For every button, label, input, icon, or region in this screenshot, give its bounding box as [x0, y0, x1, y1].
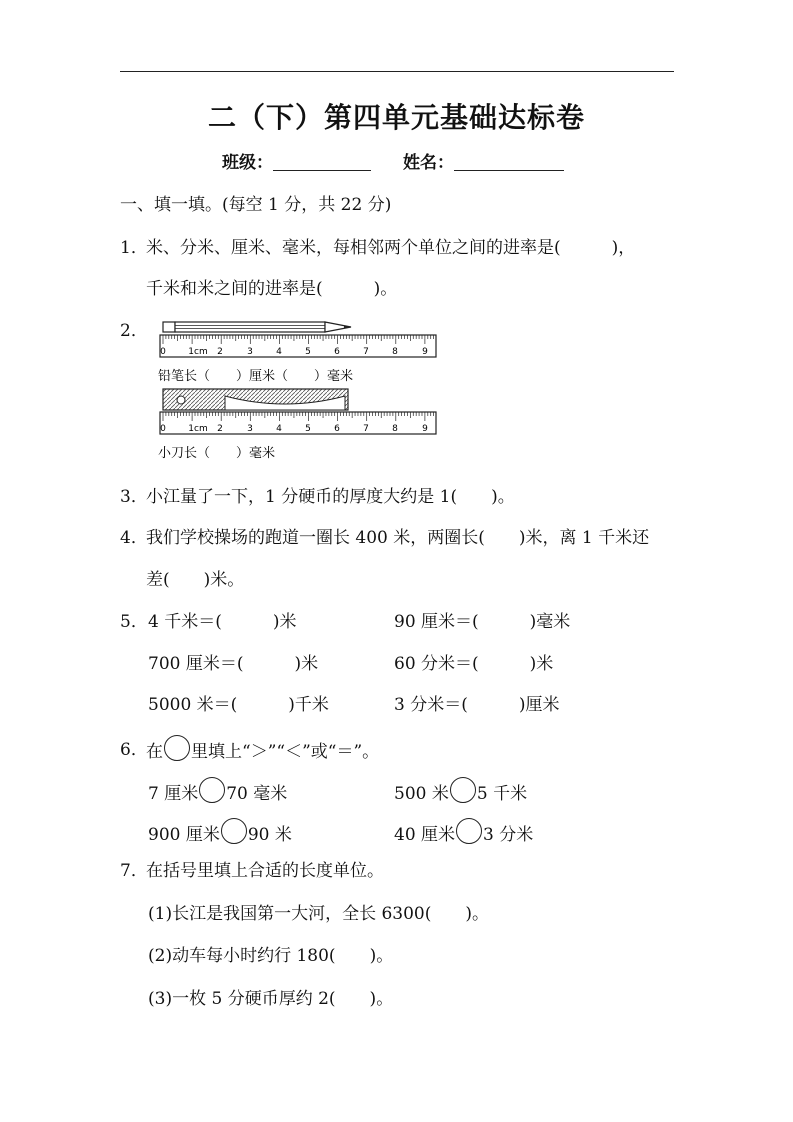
q5-item-4: 60 分米＝( )米: [394, 654, 554, 674]
ruler2-label-7: 7: [363, 424, 369, 434]
answer-circle-2[interactable]: [450, 777, 476, 803]
name-field: [403, 148, 564, 173]
q6-prefix: 在: [146, 742, 163, 762]
pencil-caption: 铅笔长（ ）厘米（ ）毫米: [158, 369, 354, 384]
ruler2-label-4: 4: [276, 424, 282, 434]
ruler1-label-5: 5: [305, 347, 311, 357]
ruler-2: [160, 412, 436, 434]
q7-item-2: (2)动车每小时约行 180( )。: [148, 946, 394, 966]
q6-item-3: [148, 818, 292, 845]
section-heading: 一、填一填。(每空 1 分，共 22 分): [120, 195, 392, 215]
ruler1-label-2: 2: [217, 347, 223, 357]
q4-number: 4．: [120, 528, 148, 548]
q7-item-1: (1)长江是我国第一大河，全长 6300( )。: [148, 904, 490, 924]
ruler1-label-9: 9: [422, 347, 428, 357]
q6-instruction: [146, 735, 379, 762]
q6-item-4: [394, 818, 533, 845]
q5-item-3: 700 厘米＝( )米: [148, 654, 319, 674]
q5-item-5: 5000 米＝( )千米: [148, 695, 329, 715]
q6-item-4-left: 40 厘米: [394, 825, 456, 845]
ruler1-label-3: 3: [247, 347, 253, 357]
q6-item-1: [148, 777, 287, 804]
q6-item-2: [394, 777, 527, 804]
page-title: 二（下）第四单元基础达标卷: [207, 101, 585, 134]
q6-item-1-left: 7 厘米: [148, 784, 199, 804]
ruler1-label-1: 1cm: [188, 347, 208, 357]
q7-text: 在括号里填上合适的长度单位。: [146, 861, 384, 881]
q6-suffix: 里填上“＞”“＜”或“＝”。: [191, 742, 380, 762]
ruler2-label-8: 8: [392, 424, 398, 434]
q6-item-2-left: 500 米: [394, 784, 449, 804]
ruler2-label-5: 5: [305, 424, 311, 434]
q2-number: 2．: [120, 321, 148, 341]
q6-item-3-left: 900 厘米: [148, 825, 220, 845]
q5-item-6: 3 分米＝( )厘米: [394, 695, 560, 715]
top-rule: [120, 71, 674, 72]
ruler2-label-2: 2: [217, 424, 223, 434]
ruler2-label-6: 6: [334, 424, 340, 434]
q7-item-3: (3)一枚 5 分硬币厚约 2( )。: [148, 989, 394, 1009]
q6-number: 6．: [120, 740, 148, 760]
q6-item-3-right: 90 米: [247, 825, 292, 845]
pencil-icon: [163, 322, 351, 332]
ruler1-label-4: 4: [276, 347, 282, 357]
q4-line2: 差( )米。: [146, 570, 245, 590]
q5-item-1: 4 千米＝( )米: [148, 612, 297, 632]
q3-text: 小江量了一下，1 分硬币的厚度大约是 1( )。: [146, 487, 515, 507]
q4-line1: 我们学校操场的跑道一圈长 400 米，两圈长( )米，离 1 千米还: [146, 528, 650, 548]
ruler1-label-0: 0: [160, 347, 166, 357]
q1-number: 1．: [120, 238, 148, 258]
ruler1-label-6: 6: [334, 347, 340, 357]
q7-number: 7．: [120, 861, 148, 881]
q6-item-4-right: 3 分米: [483, 825, 534, 845]
name-blank[interactable]: [454, 154, 564, 171]
q5-item-2: 90 厘米＝( )毫米: [394, 612, 571, 632]
name-label: 姓名：: [403, 153, 454, 173]
answer-circle-1[interactable]: [199, 777, 225, 803]
knife-caption: 小刀长（ ）毫米: [158, 446, 276, 461]
ruler2-label-9: 9: [422, 424, 428, 434]
ruler-figure: [155, 316, 445, 461]
class-label: 班级：: [222, 153, 273, 173]
ruler1-label-7: 7: [363, 347, 369, 357]
ruler2-label-0: 0: [160, 424, 166, 434]
ruler2-label-3: 3: [247, 424, 253, 434]
q3-number: 3．: [120, 487, 148, 507]
answer-circle-3[interactable]: [221, 818, 247, 844]
compare-circle-icon: [164, 735, 190, 761]
q1-line2: 千米和米之间的进率是( )。: [146, 279, 398, 299]
q1-line1: 米、分米、厘米、毫米，每相邻两个单位之间的进率是( )，: [146, 238, 636, 258]
q6-item-1-right: 70 毫米: [226, 784, 288, 804]
ruler2-label-1: 1cm: [188, 424, 208, 434]
knife-icon: [163, 389, 348, 410]
ruler1-label-8: 8: [392, 347, 398, 357]
answer-circle-4[interactable]: [456, 818, 482, 844]
ruler-1: [160, 335, 436, 357]
q5-number: 5．: [120, 612, 148, 632]
class-blank[interactable]: [273, 154, 371, 171]
class-field: [222, 148, 371, 173]
q6-item-2-right: 5 千米: [476, 784, 528, 804]
